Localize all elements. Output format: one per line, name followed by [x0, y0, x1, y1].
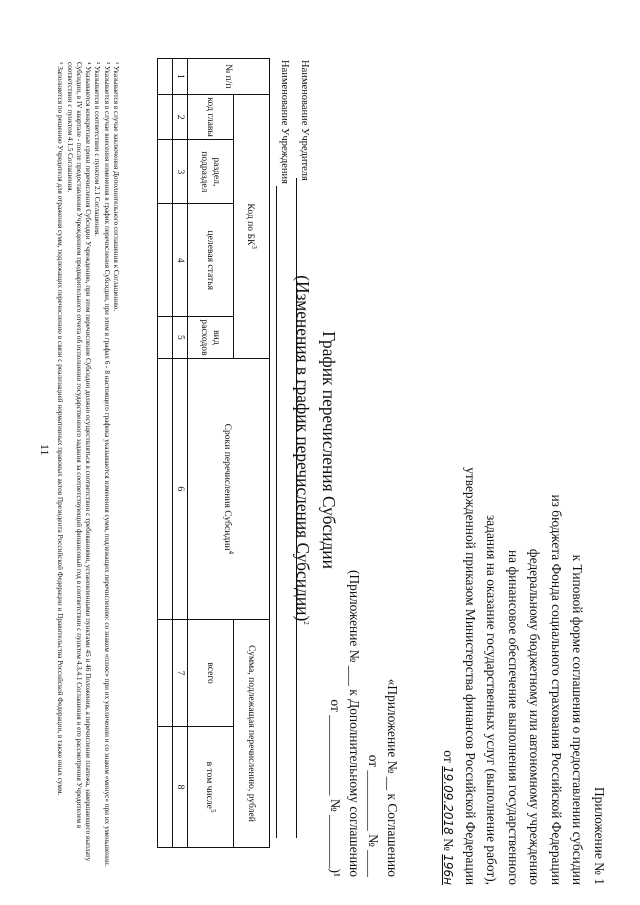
column-number: 1: [173, 59, 188, 95]
order-number: 196н: [441, 854, 456, 885]
amendment-line-4: от ____________ № ________)¹: [328, 699, 343, 877]
column-number: 7: [173, 620, 188, 727]
order-no-label: №: [441, 838, 457, 851]
institution-label: Наименование Учреждения: [279, 60, 290, 184]
amendment-line-1: «Приложение № __ к Соглашению: [385, 678, 400, 877]
footnote-1: ¹ Указывается в случае заключения Дополнительного соглашения к Соглашению.: [112, 62, 120, 312]
order-prefix: от: [441, 750, 457, 763]
header-chapter: код главы: [188, 94, 234, 140]
table-row: [158, 59, 173, 848]
appendix-line-5: задания на оказание государственных услуг (выполнение работ),: [484, 514, 500, 885]
footnotes: [55, 62, 120, 867]
appendix-title: Приложение № 1: [592, 786, 607, 885]
header-article: целевая статья: [188, 204, 234, 317]
header-total: всего: [188, 620, 234, 727]
appendix-order-line: [437, 285, 460, 885]
amendment-line-2: от _________ № ____: [366, 754, 381, 877]
footnote-2: ² Указывается в случае внесения изменения в график перечисления Субсидии, при этом в графах 6 - 8 настоящего графика указываются изменения сумм, подлежащих перечислению: со знаком «плюс» при их увеличении и со знаком «минус» при их уменьшении.: [102, 62, 111, 867]
founder-label: Наименование Учредителя: [299, 60, 310, 181]
appendix-line-1: к Типовой форме соглашения о предоставлении субсидии: [570, 554, 586, 885]
header-expense: вид расходов: [188, 317, 234, 358]
footnote-3: ³ Указывается в соответствии с пунктом 2.1 Соглашения.: [93, 62, 102, 237]
column-number: 6: [173, 358, 188, 619]
column-number: 5: [173, 317, 188, 358]
page-number: 11: [38, 444, 52, 456]
header-terms: Сроки перечисления Субсидии$^4$: [188, 358, 270, 619]
institution-line: [276, 186, 277, 838]
document-title: [291, 250, 340, 650]
column-number: 2: [173, 94, 188, 140]
header-section: раздел, подраздел: [188, 140, 234, 204]
header-bk: Код по $БК^3$: [234, 94, 270, 358]
column-number: 3: [173, 140, 188, 204]
title-line-2: (Изменения в график перечисления Субсидии)$^2$: [293, 275, 314, 625]
footnote-5: ⁵ Заполняется по решению Учредителя для отражения сумм, подлежащих перечислению в связи с реализацией нормативных правовых актов Президента Российской Федерации и Правительства Российской Федерации, в также иных сумм.: [56, 62, 65, 796]
appendix-line-3: федеральному бюджетному или автономному учреждению: [527, 548, 543, 885]
title-line-1: График перечисления Субсидии: [319, 331, 339, 569]
header-including: в том числе$^5$: [188, 727, 234, 848]
founder-line: [296, 178, 297, 838]
appendix-header: [437, 285, 610, 885]
order-date: 19.09.2018: [441, 766, 456, 835]
schedule-table: [157, 58, 270, 848]
column-number: 8: [173, 727, 188, 848]
appendix-line-4: на финансовое обеспечение выполнения государственного: [506, 550, 521, 885]
title-footnote-mark: 2: [302, 621, 310, 625]
header-amount: Сумма, подлежащая перечислению, рублей: [234, 620, 270, 848]
amendment-line-3: (Приложение № ___ к Дополнительному соглашению: [347, 570, 362, 877]
footnote-4: ⁴ Указываются конкретные сроки перечисления Субсидии Учреждению, при этом перечисление Субсидии должно осуществляться в соответствии с требованиями, установленными пунктами 45 и 46 Положения, а перечисление платежа, завершающего выплату Субсидии, в IV квартале - после предоставления Учреждением предварительного отчета об исполнении государственного задания за соответствующий финансовый год в соответствии с пунктом 4.3.4.1 Соглашения и его рассмотрения Учредителем в соответствии с пунктом 4.1.5 Соглашения.: [65, 62, 93, 862]
header-no: № п/п: [188, 59, 270, 95]
appendix-line-6: утвержденной приказом Министерства финансов Российской Федерации: [463, 467, 478, 885]
appendix-line-2: из бюджета Фонда социального страхования Российской Федерации: [549, 494, 564, 885]
column-number: 4: [173, 204, 188, 317]
